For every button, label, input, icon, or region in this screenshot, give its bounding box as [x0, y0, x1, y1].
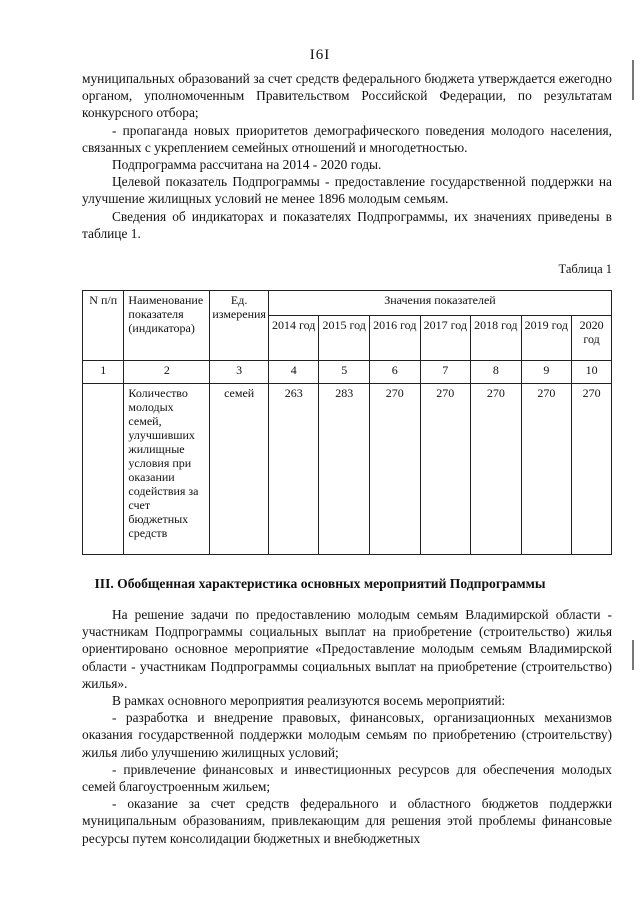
row-value: 263 — [268, 384, 319, 555]
col-number: 2 — [124, 361, 210, 384]
col-number: 3 — [210, 361, 269, 384]
header-year: 2014 год — [268, 316, 319, 361]
body-paragraph: - привлечение финансовых и инвестиционных ресурсов для обеспечения молодых семей благоустроенным жильем; — [82, 761, 612, 795]
header-year: 2016 год — [370, 316, 421, 361]
header-n: N п/п — [83, 291, 124, 361]
scan-edge-mark — [632, 60, 634, 100]
intro-paragraph: Целевой показатель Подпрограммы - предоставление государственной поддержки на улучшение жилищных условий не менее 1896 молодым семьям. — [82, 174, 612, 207]
col-number: 5 — [319, 361, 370, 384]
table-caption: Таблица 1 — [558, 262, 612, 276]
row-value: 270 — [420, 384, 471, 555]
table-row — [83, 384, 612, 555]
page-number: I6I — [309, 47, 331, 63]
row-value: 270 — [521, 384, 572, 555]
row-value: 283 — [319, 384, 370, 555]
col-number: 8 — [471, 361, 522, 384]
col-number: 4 — [268, 361, 319, 384]
intro-paragraph: Сведения об индикаторах и показателях Подпрограммы, их значениях приведены в таблице 1. — [82, 208, 612, 241]
intro-paragraph: Подпрограмма рассчитана на 2014 - 2020 годы. — [112, 157, 382, 173]
header-year: 2019 год — [521, 316, 572, 361]
col-number: 6 — [370, 361, 421, 384]
row-value: 270 — [370, 384, 421, 555]
header-year: 2015 год — [319, 316, 370, 361]
intro-paragraph: - пропаганда новых приоритетов демографического поведения молодого населения, связанных с укреплением семейных отношений и многодетностью. — [82, 122, 612, 155]
header-name: Наименование показателя (индикатора) — [124, 291, 210, 361]
col-number: 10 — [572, 361, 612, 384]
table-colnum-row — [83, 361, 612, 384]
table-header-row — [83, 291, 612, 316]
row-value: 270 — [471, 384, 522, 555]
col-number: 7 — [420, 361, 471, 384]
body-text — [82, 606, 612, 847]
header-values-group: Значения показателей — [268, 291, 611, 316]
intro-paragraph: муниципальных образований за счет средств федерального бюджета утверждается ежегодно органом, уполномоченным Правительством Российской Федерации, по результатам конкурсного отбора; — [82, 71, 612, 121]
header-year: 2020 год — [572, 316, 612, 361]
header-year: 2017 год — [420, 316, 471, 361]
header-year: 2018 год — [471, 316, 522, 361]
body-paragraph: В рамках основного мероприятия реализуются восемь мероприятий: — [112, 693, 506, 709]
body-paragraph: На решение задачи по предоставлению молодым семьям Владимирской области - участникам Подпрограммы социальных выплат на приобретение (строительство) жилья ориентировано основное мероприятие «Предоставление молодым семьям Владимирской области - участникам Подпрограммы социальных выплат на приобретение (строительство) жилья». — [82, 607, 612, 691]
col-number: 1 — [83, 361, 124, 384]
section-heading: III. Обобщенная характеристика основных мероприятий Подпрограммы — [94, 576, 546, 591]
header-unit: Ед. измерения — [210, 291, 269, 361]
indicators-table — [82, 290, 612, 555]
col-number: 9 — [521, 361, 572, 384]
row-n — [83, 384, 124, 555]
body-paragraph: - оказание за счет средств федерального и областного бюджетов поддержки муниципальным образованиям, привлекающим для решения этой проблемы финансовые ресурсы путем консолидации бюджетных и внебюджетных — [82, 796, 612, 846]
row-indicator-name: Количество молодых семей, улучшивших жилищные условия при оказании содействия за счет бюджетных средств — [124, 384, 210, 555]
body-paragraph: - разработка и внедрение правовых, финансовых, организационных механизмов оказания государственной поддержки молодым семьям по приобретению (строительству) жилья либо улучшению жилищных условий; — [82, 710, 612, 760]
row-value: 270 — [572, 384, 612, 555]
intro-text — [82, 70, 612, 242]
scan-edge-mark — [632, 640, 634, 670]
row-unit: семей — [210, 384, 269, 555]
